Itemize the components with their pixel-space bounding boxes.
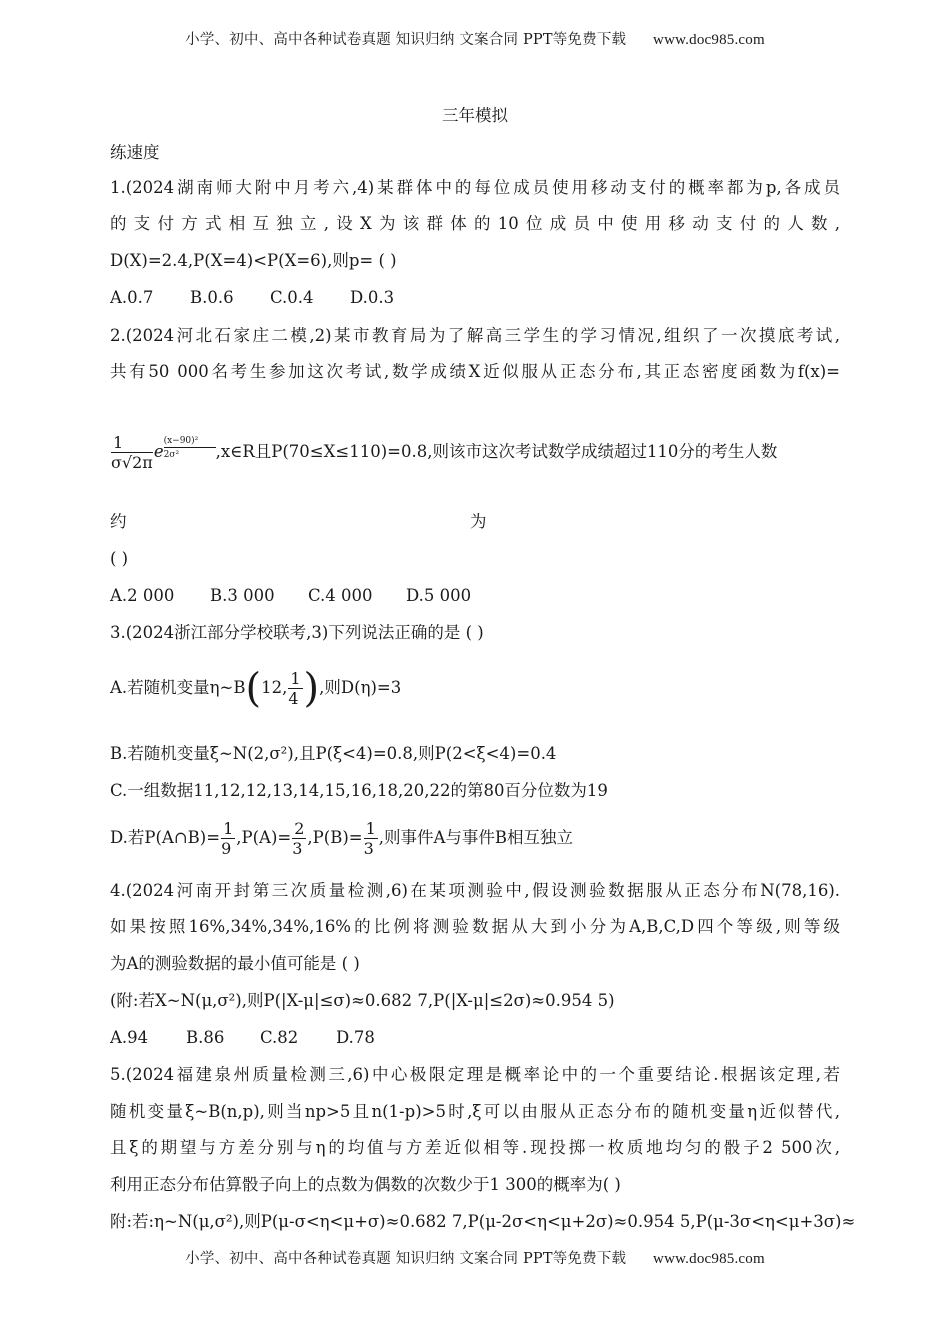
q3-optA-rparen: ): [303, 665, 320, 712]
q4-option-c[interactable]: C.82: [260, 1028, 299, 1047]
q3-optD-f2-num: 2: [294, 819, 305, 838]
q3-stem: 3.(2024浙江部分学校联考,3)下列说法正确的是 ( ): [110, 623, 484, 642]
q3-optD-mid1: ,P(A)=: [236, 828, 292, 847]
q1-line3: D(X)=2.4,P(X=4)<P(X=6),则p= ( ): [110, 251, 397, 270]
footer-banner-url[interactable]: www.doc985.com: [653, 1251, 765, 1267]
q2-option-c[interactable]: C.4 000: [308, 586, 373, 605]
q3-optA-pre: A.若随机变量η~B: [110, 678, 246, 697]
q2-density-fraction: [111, 433, 153, 472]
q4-line3: 为A的测验数据的最小值可能是 ( ): [110, 954, 360, 973]
q3-optD-post: ,则事件A与事件B相互独立: [378, 828, 574, 847]
q3-optD-f1-num: 1: [223, 819, 234, 838]
q1-option-b[interactable]: B.0.6: [190, 288, 234, 307]
q3-option-b[interactable]: B.若随机变量ξ~N(2,σ²),且P(ξ<4)=0.8,则P(2<ξ<4)=0.4: [110, 744, 557, 763]
header-banner-url[interactable]: www.doc985.com: [653, 32, 765, 48]
q3-optD-fraction-1: [221, 819, 235, 858]
q5-line1: 5.(2024福建泉州质量检测三,6)中心极限定理是概率论中的一个重要结论.根据该定理,若: [110, 1065, 840, 1084]
q2-exponent: [164, 436, 216, 476]
q4-option-d[interactable]: D.78: [336, 1028, 375, 1047]
q3-optD-fraction-2: [292, 819, 306, 858]
q4-options: [110, 1026, 840, 1050]
q1-option-d[interactable]: D.0.3: [350, 288, 395, 307]
q2-option-a[interactable]: A.2 000: [110, 586, 175, 605]
q3-option-c[interactable]: C.一组数据11,12,12,13,14,15,16,18,20,22的第80百分位数为19: [110, 781, 608, 800]
footer-banner: [0, 1247, 950, 1268]
q2-option-d[interactable]: D.5 000: [406, 586, 472, 605]
q3-optD-fraction-3: [364, 819, 378, 858]
q3-optD-f2-den: 3: [292, 839, 303, 858]
subsection-title: 练速度: [110, 143, 160, 162]
q2-line2: 共有50 000名考生参加这次考试,数学成绩X近似服从正态分布,其正态密度函数为f(x)=: [110, 362, 840, 381]
q2-option-b[interactable]: B.3 000: [210, 586, 275, 605]
q2-frac-numerator: 1: [111, 433, 153, 453]
q4-appendix: (附:若X~N(μ,σ²),则P(|X-μ|≤σ)≈0.682 7,P(|X-μ|≤2σ)≈0.954 5): [110, 991, 615, 1010]
q1-options: [110, 286, 840, 310]
q3-optA-arg: 12,: [261, 678, 288, 697]
q4-option-b[interactable]: B.86: [186, 1028, 225, 1047]
q3-optD-mid2: ,P(B)=: [307, 828, 363, 847]
q1-line1: 1.(2024湖南师大附中月考六,4)某群体中的每位成员使用移动支付的概率都为p,各成员: [110, 178, 840, 197]
q2-frac-denominator: σ√2π: [111, 453, 153, 472]
q4-option-a[interactable]: A.94: [110, 1028, 149, 1047]
q2-line3-rest: ,x∈R且P(70≤X≤110)=0.8,则该市这次考试数学成绩超过110分的考生人数: [215, 442, 778, 461]
q2-line4-b: 为: [470, 512, 487, 531]
q5-line5: 附:若:η~N(μ,σ²),则P(μ-σ<η<μ+σ)≈0.682 7,P(μ-2σ<η<μ+2σ)≈0.954 5,P(μ-3σ<η<μ+3σ)≈: [110, 1212, 856, 1231]
q3-option-a[interactable]: [110, 664, 840, 716]
q5-line2: 随机变量ξ~B(n,p),则当np>5且n(1-p)>5时,ξ可以由服从正态分布的随机变量η近似替代,: [110, 1102, 840, 1121]
q3-optA-lparen: (: [245, 665, 262, 712]
header-banner: [0, 28, 950, 49]
section-title: 三年模拟: [442, 106, 508, 125]
q2-exp-numerator: (x−90)²: [164, 436, 216, 448]
header-banner-text: 小学、初中、高中各种试卷真题 知识归纳 文案合同 PPT等免费下载: [185, 32, 627, 48]
q1-line2: 的支付方式相互独立,设X为该群体的10位成员中使用移动支付的人数,: [110, 214, 840, 233]
q1-option-c[interactable]: C.0.4: [270, 288, 314, 307]
q5-line3: 且ξ的期望与方差分别与η的均值与方差近似相等.现投掷一枚质地均匀的骰子2 500次,: [110, 1138, 840, 1157]
q3-optA-frac-den: 4: [288, 689, 299, 708]
footer-banner-text: 小学、初中、高中各种试卷真题 知识归纳 文案合同 PPT等免费下载: [185, 1251, 627, 1267]
q1-option-a[interactable]: A.0.7: [110, 288, 154, 307]
q3-optA-post: ,则D(η)=3: [319, 678, 402, 697]
q4-line1: 4.(2024河南开封第三次质量检测,6)在某项测验中,假设测验数据服从正态分布N(78,16).: [110, 881, 840, 900]
q3-optD-pre: D.若P(A∩B)=: [110, 828, 221, 847]
q2-line4: [110, 510, 840, 534]
q3-optD-f3-num: 1: [365, 819, 376, 838]
q2-density-line: [110, 428, 840, 484]
q2-line1: 2.(2024河北石家庄二模,2)某市教育局为了解高三学生的学习情况,组织了一次摸底考试,: [110, 326, 840, 345]
q2-base-e: e: [153, 442, 164, 461]
q4-line2: 如果按照16%,34%,34%,16%的比例将测验数据从大到小分为A,B,C,D四个等级,则等级: [110, 917, 840, 936]
q2-answer-paren: ( ): [110, 549, 129, 568]
q3-optA-frac-num: 1: [290, 669, 301, 688]
q2-line4-a: 约: [110, 512, 127, 531]
q2-options: [110, 584, 840, 608]
q2-exp-denominator: 2σ²: [163, 450, 180, 460]
q5-line4: 利用正态分布估算骰子向上的点数为偶数的次数少于1 300的概率为( ): [110, 1175, 621, 1194]
q3-optA-fraction: [288, 669, 302, 708]
q3-optD-f1-den: 9: [221, 839, 232, 858]
q3-optD-f3-den: 3: [363, 839, 374, 858]
q3-option-d[interactable]: [110, 816, 840, 864]
